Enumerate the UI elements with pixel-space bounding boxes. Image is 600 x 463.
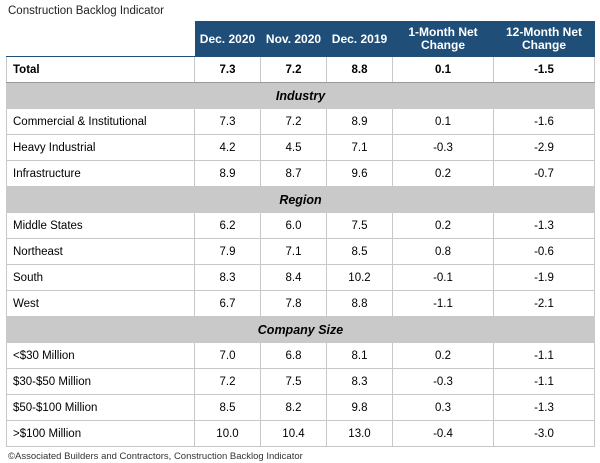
row-value: 0.1 <box>393 109 494 135</box>
row-label: Northeast <box>7 239 195 265</box>
row-value: 10.0 <box>195 421 261 447</box>
row-value: -0.7 <box>494 161 595 187</box>
row-value: -2.9 <box>494 135 595 161</box>
section-header-label: Company Size <box>7 317 595 343</box>
row-value: 13.0 <box>327 421 393 447</box>
row-label: West <box>7 291 195 317</box>
row-value: 7.1 <box>261 239 327 265</box>
row-value: 8.2 <box>261 395 327 421</box>
row-label: Infrastructure <box>7 161 195 187</box>
row-value: 10.4 <box>261 421 327 447</box>
row-value: 0.1 <box>393 57 494 83</box>
section-header-label: Industry <box>7 83 595 109</box>
row-value: 0.2 <box>393 343 494 369</box>
column-header-dec-2020: Dec. 2020 <box>195 22 261 57</box>
row-value: 7.0 <box>195 343 261 369</box>
row-value: 7.8 <box>261 291 327 317</box>
row-value: -1.3 <box>494 213 595 239</box>
row-value: 7.3 <box>195 57 261 83</box>
section-header-row <box>7 317 595 343</box>
table-header <box>7 22 595 57</box>
row-value: 9.8 <box>327 395 393 421</box>
table-row <box>7 395 595 421</box>
row-value: 8.7 <box>261 161 327 187</box>
row-value: 10.2 <box>327 265 393 291</box>
row-value: -0.4 <box>393 421 494 447</box>
table-row <box>7 291 595 317</box>
column-header-12-month-net-change: 12-Month Net Change <box>494 22 595 57</box>
row-value: 8.3 <box>327 369 393 395</box>
row-value: 6.2 <box>195 213 261 239</box>
row-value: 7.3 <box>195 109 261 135</box>
table-row <box>7 135 595 161</box>
total-row <box>7 57 595 83</box>
table-row <box>7 265 595 291</box>
row-value: -3.0 <box>494 421 595 447</box>
row-value: 4.5 <box>261 135 327 161</box>
row-value: -1.1 <box>393 291 494 317</box>
row-value: 8.8 <box>327 57 393 83</box>
column-header-nov-2020: Nov. 2020 <box>261 22 327 57</box>
row-value: -1.1 <box>494 343 595 369</box>
row-value: 7.5 <box>261 369 327 395</box>
column-header-dec-2019: Dec. 2019 <box>327 22 393 57</box>
row-value: 7.2 <box>195 369 261 395</box>
section-header-label: Region <box>7 187 595 213</box>
table-row <box>7 369 595 395</box>
row-value: 7.9 <box>195 239 261 265</box>
page-title: Construction Backlog Indicator <box>8 5 164 17</box>
table-row <box>7 109 595 135</box>
row-value: 8.5 <box>195 395 261 421</box>
row-value: -1.9 <box>494 265 595 291</box>
row-value: 0.2 <box>393 213 494 239</box>
table-row <box>7 343 595 369</box>
row-value: 7.5 <box>327 213 393 239</box>
row-label: <$30 Million <box>7 343 195 369</box>
row-value: -1.5 <box>494 57 595 83</box>
row-value: 8.8 <box>327 291 393 317</box>
section-header-row <box>7 187 595 213</box>
row-value: 7.2 <box>261 109 327 135</box>
row-value: -0.3 <box>393 369 494 395</box>
row-value: -0.1 <box>393 265 494 291</box>
row-label: >$100 Million <box>7 421 195 447</box>
row-value: 8.9 <box>195 161 261 187</box>
row-value: 6.0 <box>261 213 327 239</box>
row-value: 8.1 <box>327 343 393 369</box>
row-label: $30-$50 Million <box>7 369 195 395</box>
row-value: -1.6 <box>494 109 595 135</box>
row-label: South <box>7 265 195 291</box>
row-value: -0.6 <box>494 239 595 265</box>
row-value: 0.2 <box>393 161 494 187</box>
header-row <box>7 22 595 57</box>
row-value: 8.9 <box>327 109 393 135</box>
row-value: 6.8 <box>261 343 327 369</box>
cbi-data-table <box>6 21 595 447</box>
source-footnote: ©Associated Builders and Contractors, Construction Backlog Indicator <box>8 451 303 462</box>
row-value: 7.2 <box>261 57 327 83</box>
row-value: -1.1 <box>494 369 595 395</box>
row-value: -1.3 <box>494 395 595 421</box>
row-value: -0.3 <box>393 135 494 161</box>
row-value: 0.3 <box>393 395 494 421</box>
row-label: Heavy Industrial <box>7 135 195 161</box>
row-value: 4.2 <box>195 135 261 161</box>
table-row <box>7 421 595 447</box>
row-value: 0.8 <box>393 239 494 265</box>
table-row <box>7 161 595 187</box>
row-value: 7.1 <box>327 135 393 161</box>
row-value: 8.5 <box>327 239 393 265</box>
table-row <box>7 239 595 265</box>
column-header-1-month-net-change: 1-Month Net Change <box>393 22 494 57</box>
row-value: 9.6 <box>327 161 393 187</box>
row-label: Commercial & Institutional <box>7 109 195 135</box>
row-value: 8.3 <box>195 265 261 291</box>
row-value: -2.1 <box>494 291 595 317</box>
section-header-row <box>7 83 595 109</box>
row-label: Middle States <box>7 213 195 239</box>
table-body <box>7 57 595 447</box>
column-header-category <box>7 22 195 57</box>
row-label: Total <box>7 57 195 83</box>
row-value: 6.7 <box>195 291 261 317</box>
row-value: 8.4 <box>261 265 327 291</box>
table-row <box>7 213 595 239</box>
row-label: $50-$100 Million <box>7 395 195 421</box>
